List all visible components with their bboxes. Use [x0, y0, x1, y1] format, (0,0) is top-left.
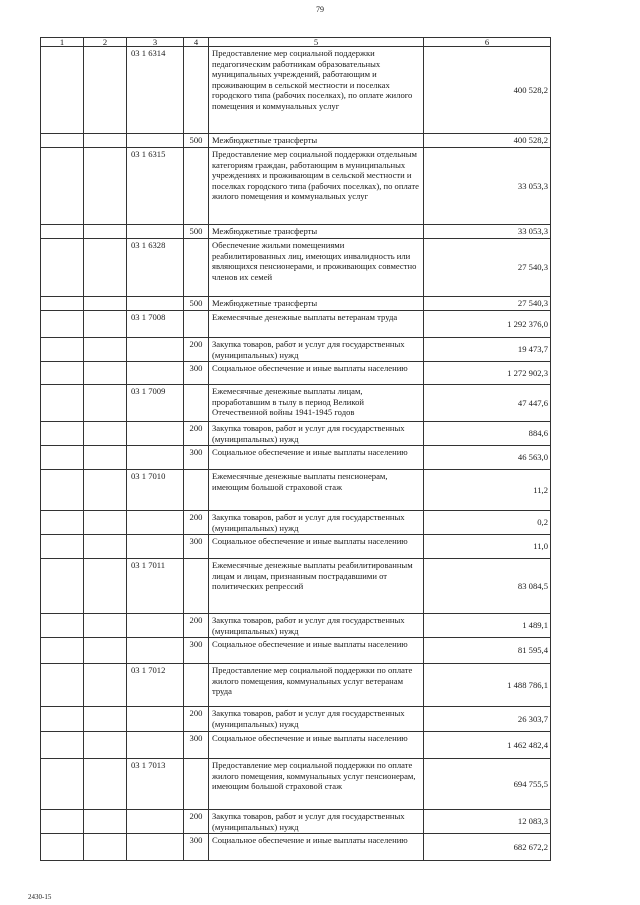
table-row [41, 470, 551, 511]
expense-type-cell: 200 [184, 707, 209, 732]
kbk-code-cell: 03 1 7009 [127, 385, 184, 422]
description-cell: Социальное обеспечение и иные выплаты населению [209, 446, 424, 470]
col2-cell [84, 614, 127, 638]
col1-cell [41, 834, 84, 861]
kbk-code-cell [127, 362, 184, 385]
col2-cell [84, 239, 127, 297]
amount-cell: 83 084,5 [424, 559, 551, 614]
table-row [41, 134, 551, 148]
expense-type-cell: 200 [184, 422, 209, 446]
amount-cell: 1 462 482,4 [424, 732, 551, 759]
table-row [41, 664, 551, 707]
table-row [41, 834, 551, 861]
table-row [41, 759, 551, 810]
kbk-code-cell [127, 810, 184, 834]
amount-cell: 400 528,2 [424, 134, 551, 148]
table-row [41, 338, 551, 362]
description-cell: Закупка товаров, работ и услуг для государственных (муниципальных) нужд [209, 810, 424, 834]
table-row [41, 732, 551, 759]
col2-cell [84, 732, 127, 759]
col1-cell [41, 297, 84, 311]
expense-type-cell [184, 148, 209, 225]
expense-type-cell: 300 [184, 638, 209, 664]
amount-cell: 27 540,3 [424, 239, 551, 297]
expense-type-cell [184, 664, 209, 707]
col1-cell [41, 638, 84, 664]
col1-cell [41, 338, 84, 362]
amount-cell: 1 292 376,0 [424, 311, 551, 338]
col2-cell [84, 470, 127, 511]
col2-cell [84, 225, 127, 239]
col2-cell [84, 47, 127, 134]
table-row [41, 239, 551, 297]
expense-type-cell [184, 559, 209, 614]
expense-type-cell [184, 47, 209, 134]
expense-type-cell: 300 [184, 732, 209, 759]
kbk-code-cell [127, 338, 184, 362]
kbk-code-cell [127, 422, 184, 446]
col1-cell [41, 732, 84, 759]
col2-cell [84, 511, 127, 535]
table-row [41, 446, 551, 470]
description-cell: Предоставление мер социальной поддержки по оплате жилого помещения, коммунальных услуг пенсионерам, имеющим большой страховой стаж [209, 759, 424, 810]
col1-cell [41, 535, 84, 559]
header-cell: 5 [209, 38, 424, 47]
amount-cell: 26 303,7 [424, 707, 551, 732]
col1-cell [41, 511, 84, 535]
description-cell: Социальное обеспечение и иные выплаты населению [209, 535, 424, 559]
col1-cell [41, 362, 84, 385]
col1-cell [41, 422, 84, 446]
table-row [41, 638, 551, 664]
table-row [41, 362, 551, 385]
kbk-code-cell [127, 297, 184, 311]
col1-cell [41, 559, 84, 614]
col1-cell [41, 385, 84, 422]
col1-cell [41, 810, 84, 834]
kbk-code-cell: 03 1 7013 [127, 759, 184, 810]
table-row [41, 148, 551, 225]
amount-cell: 400 528,2 [424, 47, 551, 134]
expense-type-cell: 300 [184, 362, 209, 385]
kbk-code-cell: 03 1 7012 [127, 664, 184, 707]
table-row [41, 47, 551, 134]
table-row [41, 535, 551, 559]
header-cell: 3 [127, 38, 184, 47]
kbk-code-cell [127, 535, 184, 559]
amount-cell: 12 083,3 [424, 810, 551, 834]
expense-type-cell: 500 [184, 225, 209, 239]
col2-cell [84, 338, 127, 362]
kbk-code-cell [127, 225, 184, 239]
col2-cell [84, 422, 127, 446]
expense-type-cell: 200 [184, 614, 209, 638]
table-row [41, 297, 551, 311]
kbk-code-cell: 03 1 6328 [127, 239, 184, 297]
col1-cell [41, 311, 84, 338]
description-cell: Закупка товаров, работ и услуг для государственных (муниципальных) нужд [209, 614, 424, 638]
col2-cell [84, 535, 127, 559]
table-row [41, 707, 551, 732]
expense-type-cell: 300 [184, 446, 209, 470]
table-row [41, 225, 551, 239]
col1-cell [41, 446, 84, 470]
expense-type-cell [184, 385, 209, 422]
description-cell: Межбюджетные трансферты [209, 134, 424, 148]
col1-cell [41, 134, 84, 148]
description-cell: Ежемесячные денежные выплаты лицам, проработавшим в тылу в период Великой Отечественной войны 1941-1945 годов [209, 385, 424, 422]
amount-cell: 11,2 [424, 470, 551, 511]
description-cell: Предоставление мер социальной поддержки по оплате жилого помещения, коммунальных услуг ветеранам труда [209, 664, 424, 707]
col1-cell [41, 47, 84, 134]
expense-type-cell [184, 470, 209, 511]
description-cell: Обеспечение жильми помещениями реабилитированных лиц, имеющих инвалидность или являющихся пенсионерами, и проживающих совместно членов их семей [209, 239, 424, 297]
amount-cell: 884,6 [424, 422, 551, 446]
kbk-code-cell: 03 1 7011 [127, 559, 184, 614]
amount-cell: 11,0 [424, 535, 551, 559]
description-cell: Социальное обеспечение и иные выплаты населению [209, 732, 424, 759]
expense-type-cell: 300 [184, 535, 209, 559]
description-cell: Закупка товаров, работ и услуг для государственных (муниципальных) нужд [209, 511, 424, 535]
amount-cell: 1 488 786,1 [424, 664, 551, 707]
col2-cell [84, 834, 127, 861]
header-cell: 2 [84, 38, 127, 47]
col2-cell [84, 559, 127, 614]
amount-cell: 27 540,3 [424, 297, 551, 311]
description-cell: Социальное обеспечение и иные выплаты населению [209, 638, 424, 664]
col1-cell [41, 239, 84, 297]
col1-cell [41, 225, 84, 239]
kbk-code-cell [127, 707, 184, 732]
col2-cell [84, 148, 127, 225]
amount-cell: 19 473,7 [424, 338, 551, 362]
description-cell: Социальное обеспечение и иные выплаты населению [209, 362, 424, 385]
expense-type-cell: 200 [184, 810, 209, 834]
amount-cell: 1 272 902,3 [424, 362, 551, 385]
kbk-code-cell [127, 134, 184, 148]
expense-type-cell [184, 759, 209, 810]
description-cell: Социальное обеспечение и иные выплаты населению [209, 834, 424, 861]
description-cell: Предоставление мер социальной поддержки педагогическим работникам образовательных муниципальных учреждений, работающим и проживающим в сельской местности и поселках городского типа (рабочих поселках), по оплате жилого помещения и коммунальных услуг [209, 47, 424, 134]
col2-cell [84, 759, 127, 810]
header-cell: 4 [184, 38, 209, 47]
expense-type-cell: 500 [184, 134, 209, 148]
amount-cell: 33 053,3 [424, 225, 551, 239]
expense-type-cell: 200 [184, 511, 209, 535]
col2-cell [84, 362, 127, 385]
kbk-code-cell: 03 1 6315 [127, 148, 184, 225]
amount-cell: 682 672,2 [424, 834, 551, 861]
col1-cell [41, 148, 84, 225]
expense-type-cell [184, 239, 209, 297]
col2-cell [84, 311, 127, 338]
kbk-code-cell [127, 614, 184, 638]
amount-cell: 694 755,5 [424, 759, 551, 810]
footer-code: 2430-15 [28, 893, 52, 901]
header-cell: 6 [424, 38, 551, 47]
kbk-code-cell [127, 834, 184, 861]
amount-cell: 46 563,0 [424, 446, 551, 470]
header-row [41, 38, 551, 47]
expense-type-cell: 200 [184, 338, 209, 362]
kbk-code-cell [127, 511, 184, 535]
amount-cell: 0,2 [424, 511, 551, 535]
table-row [41, 422, 551, 446]
col2-cell [84, 134, 127, 148]
col2-cell [84, 638, 127, 664]
table-row [41, 511, 551, 535]
description-cell: Межбюджетные трансферты [209, 225, 424, 239]
description-cell: Закупка товаров, работ и услуг для государственных (муниципальных) нужд [209, 707, 424, 732]
kbk-code-cell: 03 1 6314 [127, 47, 184, 134]
amount-cell: 33 053,3 [424, 148, 551, 225]
kbk-code-cell: 03 1 7008 [127, 311, 184, 338]
col1-cell [41, 707, 84, 732]
budget-table [40, 37, 551, 861]
col2-cell [84, 810, 127, 834]
description-cell: Закупка товаров, работ и услуг для государственных (муниципальных) нужд [209, 338, 424, 362]
col2-cell [84, 707, 127, 732]
description-cell: Предоставление мер социальной поддержки отдельным категориям граждан, работающим в муниципальных учреждениях и проживающим в сельской местности и поселках городского типа (рабочих поселках), по оплате жилого помещения и коммунальных услуг [209, 148, 424, 225]
table-row [41, 614, 551, 638]
col1-cell [41, 470, 84, 511]
amount-cell: 47 447,6 [424, 385, 551, 422]
kbk-code-cell [127, 732, 184, 759]
kbk-code-cell: 03 1 7010 [127, 470, 184, 511]
page-number: 79 [316, 5, 324, 14]
table-row [41, 385, 551, 422]
col1-cell [41, 664, 84, 707]
table-row [41, 559, 551, 614]
col2-cell [84, 385, 127, 422]
expense-type-cell: 300 [184, 834, 209, 861]
kbk-code-cell [127, 638, 184, 664]
col2-cell [84, 446, 127, 470]
header-cell: 1 [41, 38, 84, 47]
kbk-code-cell [127, 446, 184, 470]
col1-cell [41, 759, 84, 810]
description-cell: Закупка товаров, работ и услуг для государственных (муниципальных) нужд [209, 422, 424, 446]
expense-type-cell [184, 311, 209, 338]
col1-cell [41, 614, 84, 638]
table-row [41, 311, 551, 338]
table-row [41, 810, 551, 834]
expense-type-cell: 500 [184, 297, 209, 311]
col2-cell [84, 664, 127, 707]
description-cell: Ежемесячные денежные выплаты ветеранам труда [209, 311, 424, 338]
col2-cell [84, 297, 127, 311]
description-cell: Ежемесячные денежные выплаты пенсионерам, имеющим большой страховой стаж [209, 470, 424, 511]
amount-cell: 1 489,1 [424, 614, 551, 638]
description-cell: Межбюджетные трансферты [209, 297, 424, 311]
amount-cell: 81 595,4 [424, 638, 551, 664]
description-cell: Ежемесячные денежные выплаты реабилитированным лицам и лицам, признанным пострадавшими от политических репрессий [209, 559, 424, 614]
